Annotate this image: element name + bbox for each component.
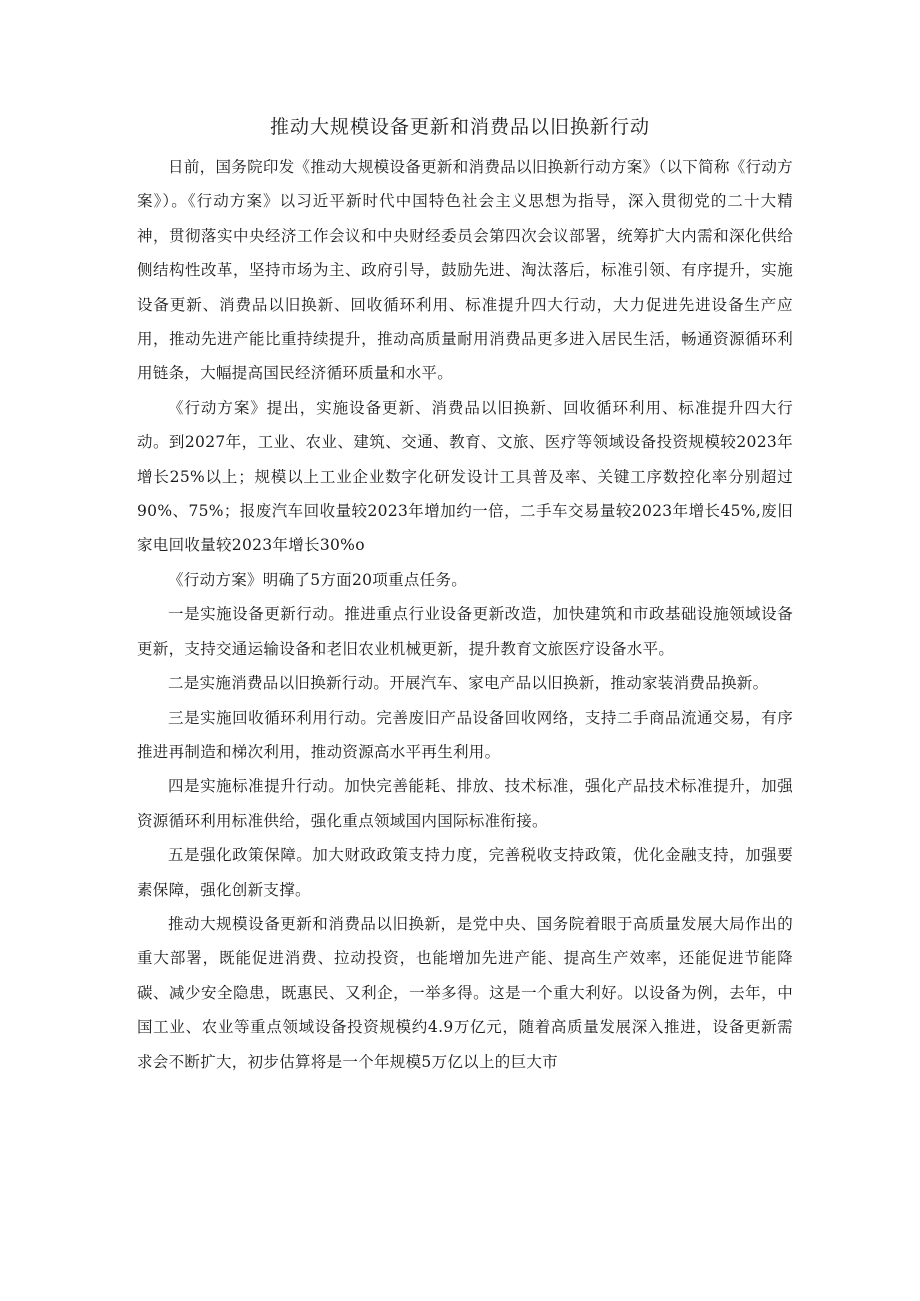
document-title: 推动大规模设备更新和消费品以旧换新行动 <box>269 116 650 138</box>
paragraph-significance: 推动大规模设备更新和消费品以旧换新，是党中央、国务院着眼于高质量发展大局作出的重大部署，既能促进消费、拉动投资，也能增加先进产能、提高生产效率，还能促进节能降碳、减少安全隐患，既惠民、又利企，一举多得。这是一个重大利好。以设备为例，去年，中国工业、农业等重点领域设备投资规模约4.9万亿元，随着高质量发展深入推进，设备更新需求会不断扩大，初步估算将是一个年规模5万亿以上的巨大市 <box>137 914 793 1071</box>
paragraph-tasks-summary: 《行动方案》明确了5方面20项重点任务。 <box>168 570 468 589</box>
paragraph-task-4: 四是实施标准提升行动。加快完善能耗、排放、技术标准，强化产品技术标准提升，加强资源循环利用标准供给，强化重点领域国内国际标准衔接。 <box>137 777 793 830</box>
paragraph-targets: 《行动方案》提出，实施设备更新、消费品以旧换新、回收循环利用、标准提升四大行动。到2027年，工业、农业、建筑、交通、教育、文旅、医疗等领域设备投资规模较2023年增长25%以上；规模以上工业企业数字化研发设计工具普及率、关键工序数控化率分别超过90%、75%；报废汽车回收量较2023年增加约一倍，二手车交易量较2023年增长45%,废旧家电回收量较2023年增长30%o <box>137 398 793 555</box>
paragraph-intro: 日前，国务院印发《推动大规模设备更新和消费品以旧换新行动方案》（以下简称《行动方案》）。《行动方案》以习近平新时代中国特色社会主义思想为指导，深入贯彻党的二十大精神，贯彻落实中央经济工作会议和中央财经委员会第四次会议部署，统筹扩大内需和深化供给侧结构性改革，坚持市场为主、政府引导，鼓励先进、淘汰落后，标准引领、有序提升，实施设备更新、消费品以旧换新、回收循环利用、标准提升四大行动，大力促进先进设备生产应用，推动先进产能比重持续提升，推动高质量耐用消费品更多进入居民生活，畅通资源循环利用链条，大幅提高国民经济循环质量和水平。 <box>137 158 793 383</box>
paragraph-task-5: 五是强化政策保障。加大财政政策支持力度，完善税收支持政策，优化金融支持，加强要素保障，强化创新支撑。 <box>137 846 793 899</box>
paragraph-task-1: 一是实施设备更新行动。推进重点行业设备更新改造，加快建筑和市政基础设施领域设备更新，支持交通运输设备和老旧农业机械更新，提升教育文旅医疗设备水平。 <box>137 605 793 658</box>
document-body <box>137 150 793 1079</box>
paragraph-task-3: 三是实施回收循环利用行动。完善废旧产品设备回收网络，支持二手商品流通交易，有序推进再制造和梯次利用，推动资源高水平再生利用。 <box>137 708 793 761</box>
paragraph-task-2: 二是实施消费品以旧换新行动。开展汽车、家电产品以旧换新，推动家装消费品换新。 <box>168 674 769 693</box>
